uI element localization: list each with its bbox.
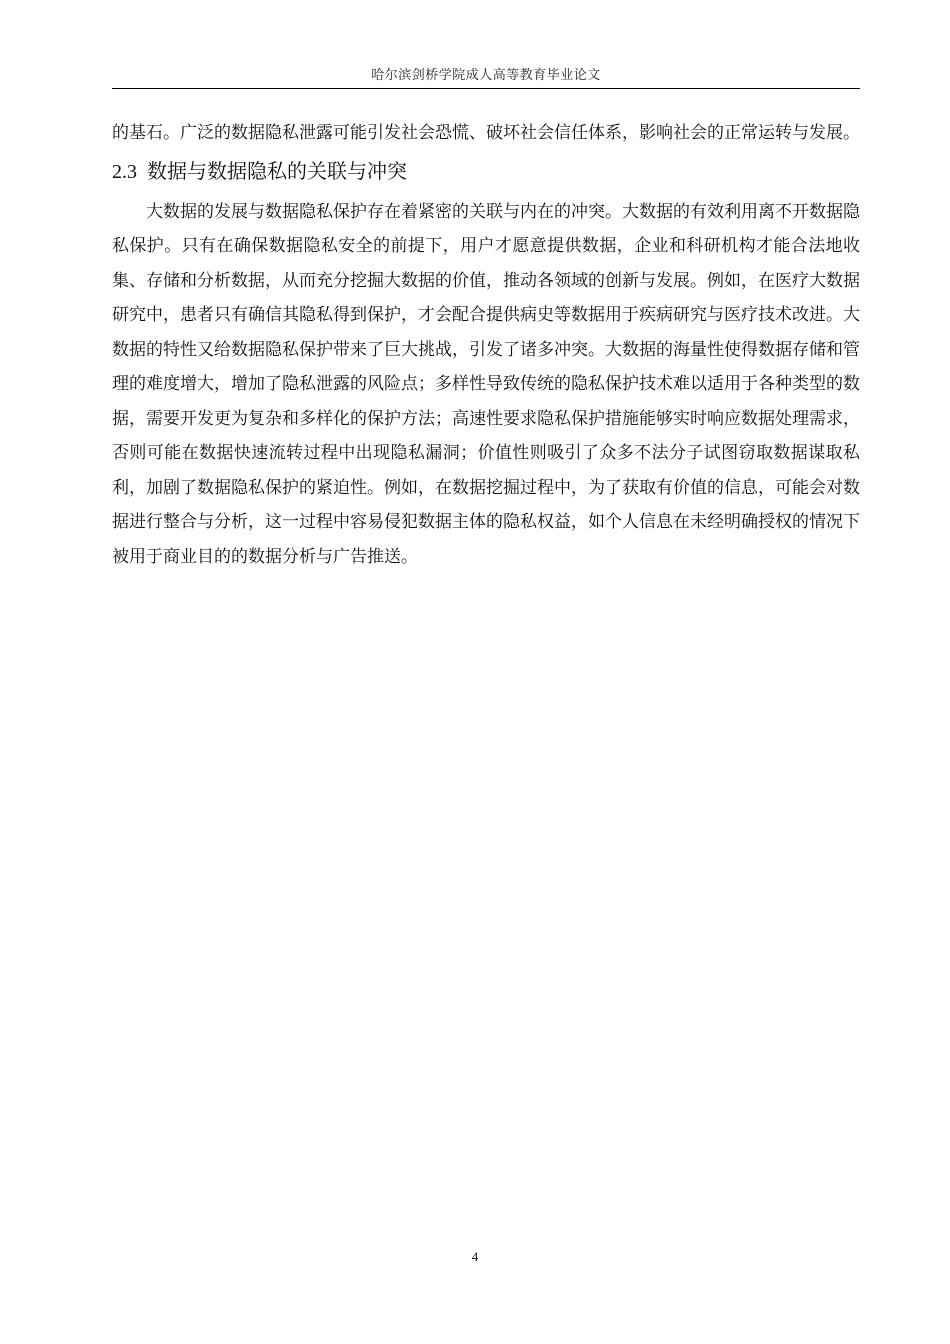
page-body bbox=[112, 116, 860, 574]
body-paragraph: 大数据的发展与数据隐私保护存在着紧密的关联与内在的冲突。大数据的有效利用离不开数据隐私保护。只有在确保数据隐私安全的前提下，用户才愿意提供数据，企业和科研机构才能合法地收集、存储和分析数据，从而充分挖掘大数据的价值，推动各领域的创新与发展。例如，在医疗大数据研究中，患者只有确信其隐私得到保护，才会配合提供病史等数据用于疾病研究与医疗技术改进。大数据的特性又给数据隐私保护带来了巨大挑战，引发了诸多冲突。大数据的海量性使得数据存储和管理的难度增大，增加了隐私泄露的风险点；多样性导致传统的隐私保护技术难以适用于各种类型的数据，需要开发更为复杂和多样化的保护方法；高速性要求隐私保护措施能够实时响应数据处理需求，否则可能在数据快速流转过程中出现隐私漏洞；价值性则吸引了众多不法分子试图窃取数据谋取私利，加剧了数据隐私保护的紧迫性。例如，在数据挖掘过程中，为了获取有价值的信息，可能会对数据进行整合与分析，这一过程中容易侵犯数据主体的隐私权益，如个人信息在未经明确授权的情况下被用于商业目的的数据分析与广告推送。 bbox=[112, 201, 860, 567]
section-heading bbox=[112, 154, 860, 189]
header-rule bbox=[112, 88, 860, 89]
section-number: 2.3 bbox=[112, 160, 137, 183]
running-header: 哈尔滨剑桥学院成人高等教育毕业论文 bbox=[371, 68, 601, 83]
continued-paragraph: 的基石。广泛的数据隐私泄露可能引发社会恐慌、破坏社会信任体系，影响社会的正常运转与发展。 bbox=[112, 123, 860, 143]
page-number: 4 bbox=[471, 1249, 479, 1264]
section-title: 数据与数据隐私的关联与冲突 bbox=[147, 158, 407, 183]
